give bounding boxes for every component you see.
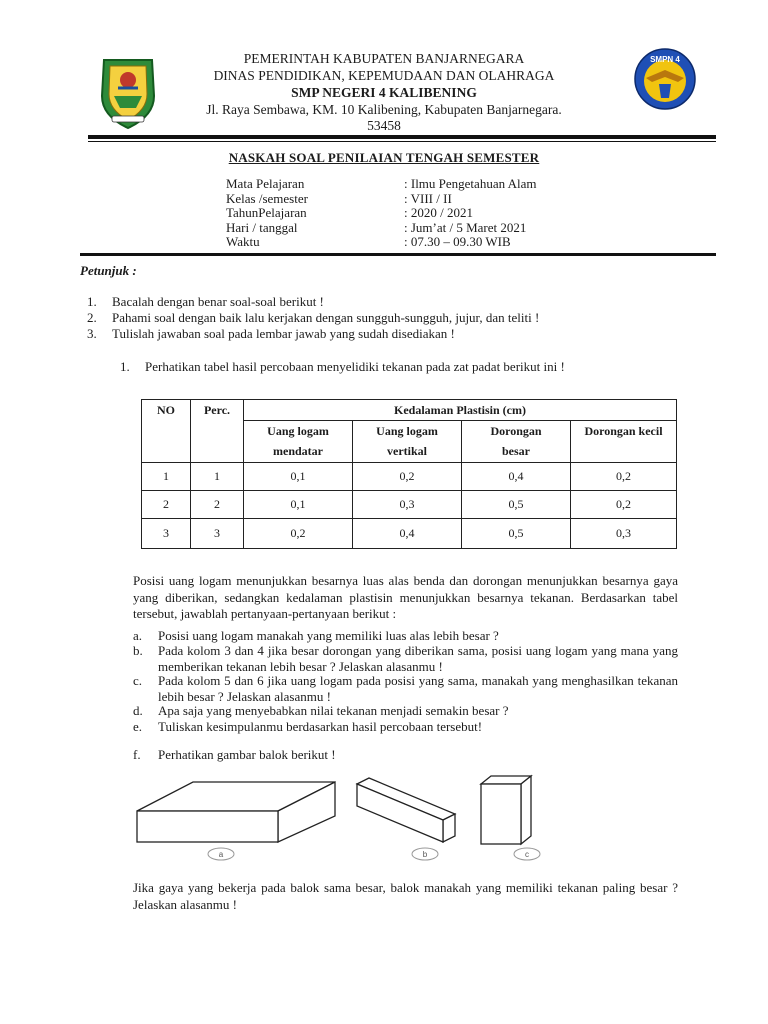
letterhead-line2: DINAS PENDIDIKAN, KEPEMUDAAN DAN OLAHRAGA [213, 68, 555, 83]
table-cell: 0,2 [353, 463, 462, 491]
table-cell: 0,2 [571, 463, 677, 491]
table-subheader-line: Dorongan [490, 424, 542, 438]
info-value: : Ilmu Pengetahuan Alam [404, 176, 537, 191]
table-cell: 2 [191, 491, 244, 519]
instruction-number: 3. [87, 326, 97, 341]
sub-question-text: Pada kolom 5 dan 6 jika uang logam pada posisi yang sama, manakah yang menghasilkan tekanan lebih besar ? Jelaskan alasanmu ! [158, 673, 678, 704]
info-value: : Jum’at / 5 Maret 2021 [404, 219, 527, 235]
table-cell: 3 [142, 519, 191, 549]
table-cell: 0,1 [244, 491, 353, 519]
info-value: : VIII / II [404, 190, 452, 206]
letterhead-school-name: SMP NEGERI 4 KALIBENING [291, 85, 477, 100]
sub-question-text: Posisi uang logam manakah yang memiliki luas alas lebih besar ? [158, 628, 499, 643]
block-label-b: b [422, 850, 428, 859]
table-subheader [244, 421, 353, 463]
table-cell: 0,4 [353, 519, 462, 549]
table-cell: 0,3 [571, 519, 677, 549]
table-cell: 0,2 [571, 491, 677, 519]
info-label: TahunPelajaran [226, 205, 307, 220]
instruction-text: Bacalah dengan benar soal-soal berikut ! [112, 294, 324, 309]
table-cell: 3 [191, 519, 244, 549]
letterhead-line1: PEMERINTAH KABUPATEN BANJARNEGARA [243, 51, 525, 66]
table-subheader-line: Uang logam [376, 424, 438, 438]
table-cell: 1 [191, 463, 244, 491]
experiment-table [141, 399, 677, 549]
instruction-number: 1. [87, 294, 97, 309]
table-header-no: NO [142, 400, 191, 463]
table-cell: 0,3 [353, 491, 462, 519]
info-label: Kelas /semester [226, 190, 308, 206]
table-cell: 0,2 [244, 519, 353, 549]
final-question: Jika gaya yang bekerja pada balok sama besar, balok manakah yang memiliki tekanan paling besar ? Jelaskan alasanmu ! [133, 880, 678, 912]
table-row [142, 463, 677, 491]
table-header-perc: Perc. [191, 400, 244, 463]
table-row [142, 519, 677, 549]
table-row [142, 491, 677, 519]
block-a [137, 782, 335, 842]
table-subheader [353, 421, 462, 463]
exam-title: NASKAH SOAL PENILAIAN TENGAH SEMESTER [228, 150, 540, 165]
school-badge-text: SMPN 4 [650, 55, 680, 64]
sub-question-letter: b. [133, 643, 143, 658]
table-subheader-line: besar [502, 444, 530, 458]
table-subheader [462, 421, 571, 463]
table-header-group: Kedalaman Plastisin (cm) [244, 400, 677, 421]
block-label-c: c [525, 850, 529, 859]
block-c [481, 776, 531, 844]
sub-question-text: Apa saja yang menyebabkan nilai tekanan menjadi semakin besar ? [158, 703, 509, 718]
table-cell: 0,5 [462, 519, 571, 549]
table-subheader-line: vertikal [387, 444, 427, 458]
question-text: Perhatikan tabel hasil percobaan menyelidiki tekanan pada zat padat berikut ini ! [145, 359, 565, 374]
header-divider-thin [88, 141, 716, 142]
blocks-illustration [135, 774, 585, 866]
table-cell: 0,1 [244, 463, 353, 491]
context-paragraph: Posisi uang logam menunjukkan besarnya luas alas benda dan dorongan menunjukkan besarnya gaya yang diberikan, sedangkan kedalaman plastisin menunjukkan besarnya tekanan. Berdasarkan tabel tersebut, jawablah pertanyaan-pertanyaan berikut : [133, 573, 678, 621]
instructions-title: Petunjuk : [80, 263, 137, 278]
table-subheader-line: mendatar [273, 444, 323, 458]
instruction-text: Pahami soal dengan baik lalu kerjakan dengan sungguh-sungguh, jujur, dan teliti ! [112, 310, 540, 325]
letterhead-address: Jl. Raya Sembawa, KM. 10 Kalibening, Kabupaten Banjarnegara. [206, 102, 562, 117]
sub-question-letter: c. [133, 673, 143, 688]
info-divider [80, 253, 716, 256]
info-label: Waktu [226, 234, 260, 249]
info-value: : 2020 / 2021 [404, 205, 473, 220]
sub-question-letter: a. [133, 628, 143, 643]
block-b [357, 778, 455, 842]
question-number: 1. [120, 359, 130, 374]
table-cell: 2 [142, 491, 191, 519]
info-label: Mata Pelajaran [226, 176, 305, 191]
table-cell: 0,4 [462, 463, 571, 491]
info-label: Hari / tanggal [226, 219, 298, 235]
table-subheader-line: Dorongan kecil [584, 424, 663, 438]
sub-question-letter: f. [133, 747, 141, 762]
info-value: : 07.30 – 09.30 WIB [404, 234, 511, 249]
sub-question-text: Pada kolom 3 dan 4 jika besar dorongan yang diberikan sama, posisi uang logam yang mana yang memberikan tekanan lebih besar ? Jelaskan alasanmu ! [158, 643, 678, 674]
sub-question-letter: e. [133, 719, 143, 734]
instruction-number: 2. [87, 310, 97, 325]
sub-question-text: Perhatikan gambar balok berikut ! [158, 747, 336, 762]
sub-question-letter: d. [133, 703, 143, 718]
header-divider-thick [88, 135, 716, 139]
block-label-a: a [218, 850, 224, 859]
table-cell: 0,5 [462, 491, 571, 519]
table-subheader [571, 421, 677, 463]
sub-question-text: Tuliskan kesimpulanmu berdasarkan hasil percobaan tersebut! [158, 719, 483, 734]
table-subheader-line: Uang logam [267, 424, 329, 438]
table-cell: 1 [142, 463, 191, 491]
instruction-text: Tulislah jawaban soal pada lembar jawab yang sudah disediakan ! [112, 326, 455, 341]
letterhead-postcode: 53458 [367, 118, 401, 133]
